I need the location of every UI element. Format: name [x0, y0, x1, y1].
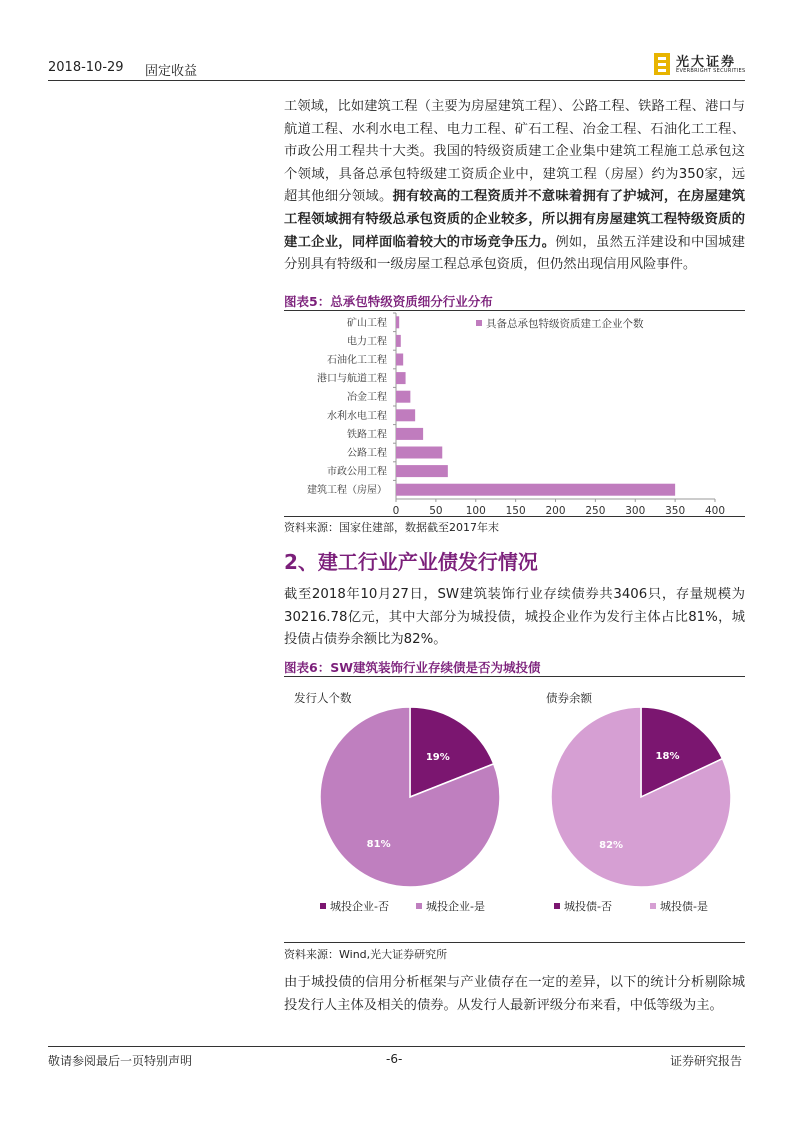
bar-3 [396, 354, 403, 366]
figure5-bottom-rule [284, 516, 745, 517]
pie2-value-label: 18% [655, 751, 680, 763]
figure6-source: 资料来源：Wind,光大证券研究所 [284, 948, 448, 961]
lgfv-pie-charts [284, 677, 745, 941]
bar-5 [396, 391, 410, 403]
pie1-legend-swatch [320, 903, 326, 909]
bar-4 [396, 372, 406, 384]
pie1-value-label: 19% [425, 752, 450, 764]
bar-2 [396, 335, 401, 347]
section-title: 2、建工行业产业债发行情况 [284, 550, 538, 574]
pie-title: 发行人个数 [294, 691, 352, 705]
footer-disclaimer: 敬请参阅最后一页特别声明 [48, 1054, 193, 1068]
pie1-legend-label: 城投企业-否 [330, 900, 389, 913]
figure5-source: 资料来源：国家住建部，数据截至2017年末 [284, 521, 499, 534]
bar-legend-label: 具备总承包特级资质建工企业个数 [486, 318, 644, 330]
industry-bar-chart [284, 311, 745, 515]
figure6-bottom-rule [284, 942, 745, 943]
body-paragraph-1 [284, 96, 745, 277]
brand-name: 光大证券 [676, 55, 737, 70]
pie2-value-label: 82% [599, 840, 624, 852]
footer-report-type: 证券研究报告 [670, 1054, 743, 1068]
bar-x-tick-label: 400 [704, 505, 726, 515]
pie-title: 债券余额 [546, 691, 592, 705]
bar-x-tick-label: 300 [625, 505, 646, 515]
bar-category-label: 港口与航道工程 [317, 373, 387, 385]
bar-category-label: 石油化工工程 [327, 355, 387, 366]
brand-name-en: EVERBRIGHT SECURITIES [676, 68, 746, 74]
report-date: 2018-10-29 [48, 60, 124, 75]
pie2-legend-label: 城投债-否 [564, 900, 612, 913]
para1-text-b: 例如，虽然五洋建设和中国城建分别具有特级和一级房屋工程总承包资质，但仍然出现信用风险事件。 [284, 234, 746, 273]
pie1-legend-label: 城投企业-是 [426, 900, 485, 913]
pie1-value-label: 81% [366, 839, 391, 851]
bar-category-label: 矿山工程 [347, 317, 387, 329]
bar-x-tick-label: 250 [585, 505, 606, 515]
bar-x-tick-label: 0 [392, 505, 400, 515]
footer-divider [48, 1046, 745, 1047]
bar-10 [396, 484, 675, 496]
para1-text-bold: 拥有较高的工程资质并不意味着拥有了护城河，在房屋建筑工程领域拥有特级总承包资质的企业较多，所以拥有房屋建筑工程特级资质的建工企业，同样面临着较大的市场竞争压力。 [284, 189, 746, 250]
bar-7 [396, 428, 423, 440]
bar-category-label: 水利水电工程 [327, 410, 387, 422]
header-divider [48, 80, 745, 81]
bar-9 [396, 465, 448, 477]
bar-6 [396, 409, 415, 421]
bar-x-tick-label: 350 [665, 505, 686, 515]
bar-x-tick-label: 100 [465, 505, 486, 515]
bar-x-tick-label: 150 [505, 505, 526, 515]
bar-8 [396, 447, 442, 459]
bar-category-label: 铁路工程 [347, 429, 387, 441]
bar-legend-swatch [476, 320, 482, 326]
figure5-title: 图表5：总承包特级资质细分行业分布 [284, 294, 493, 309]
report-category: 固定收益 [145, 64, 198, 79]
bar-category-label: 市政公用工程 [327, 466, 387, 478]
bar-category-label: 电力工程 [347, 336, 387, 348]
pie2-legend-swatch [650, 903, 656, 909]
page-number: -6- [386, 1052, 403, 1066]
bar-category-label: 冶金工程 [347, 392, 387, 404]
para1-text-a: 工领域，比如建筑工程（主要为房屋建筑工程）、公路工程、铁路工程、港口与航道工程、水利水电工程、电力工程、矿石工程、冶金工程、石油化工工程、市政公用工程共十大类。我国的特级资质建工企业集中建筑工程施工总承包这个领域，具备总承包特级建工资质企业中，建筑工程（房屋）约为350家，远超其他细分领域。 [284, 99, 745, 205]
body-paragraph-3: 由于城投债的信用分析框架与产业债存在一定的差异，以下的统计分析剔除城投发行人主体及相关的债券。从发行人最新评级分布来看，中低等级为主。 [284, 975, 745, 1013]
pie2-legend-swatch [554, 903, 560, 909]
bar-1 [396, 316, 399, 328]
bar-x-tick-label: 50 [429, 505, 443, 515]
bar-category-label: 公路工程 [347, 448, 387, 459]
bar-category-label: 建筑工程（房屋） [307, 485, 387, 497]
pie2-legend-label: 城投债-是 [660, 900, 708, 913]
figure6-title: 图表6：SW建筑装饰行业存续债是否为城投债 [284, 660, 541, 675]
body-paragraph-2: 截至2018年10月27日，SW建筑装饰行业存续债券共3406只，存量规模为30216.78亿元，其中大部分为城投债，城投企业作为发行主体占比81%，城投债占债券余额比为82%。 [284, 587, 745, 648]
bar-x-tick-label: 200 [545, 505, 566, 515]
pie1-legend-swatch [416, 903, 422, 909]
